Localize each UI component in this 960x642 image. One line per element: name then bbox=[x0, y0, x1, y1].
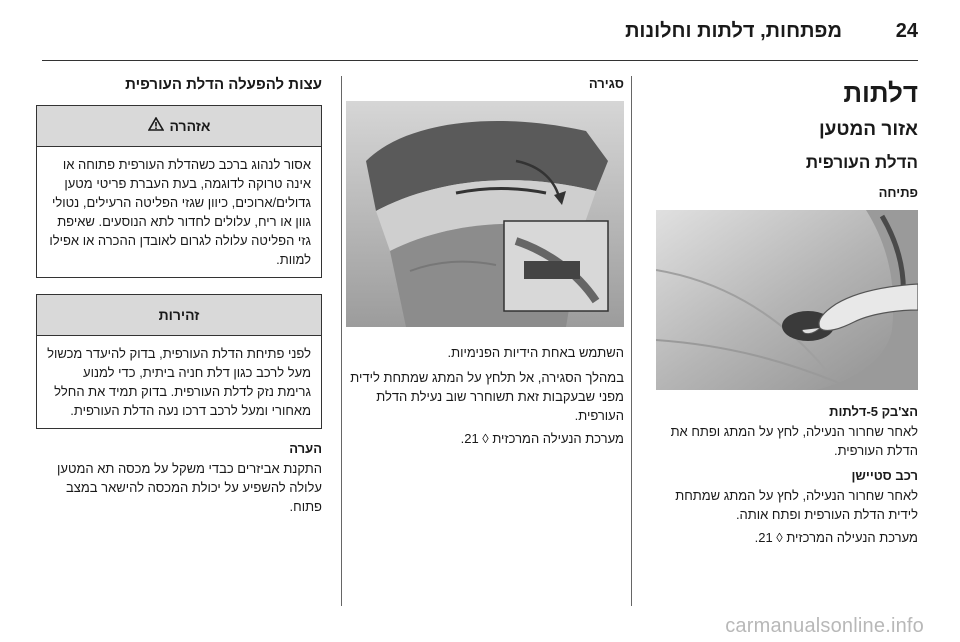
section-title-closing: סגירה bbox=[588, 76, 624, 91]
warning-box bbox=[36, 105, 322, 278]
watermark: carmanualsonline.info bbox=[725, 615, 924, 637]
chapter-title: מפתחות, דלתות וחלונות bbox=[625, 20, 842, 42]
closing-text-handles: השתמש באחת הידיות הפנימיות. bbox=[447, 345, 624, 360]
central-locking-reference-2: מערכת הנעילה המרכזית ◊ 21. bbox=[460, 431, 624, 446]
warning-box-header bbox=[37, 106, 321, 147]
right-column bbox=[656, 76, 918, 547]
warning-title: אזהרה bbox=[169, 118, 211, 134]
subsection-title-cargo: אזור המטען bbox=[818, 119, 918, 140]
page-number: 24 bbox=[895, 20, 918, 42]
middle-column bbox=[338, 76, 624, 448]
closing-text-warning: במהלך הסגירה, אל תלחץ על המתג שמתחת לידית מפני שבעקבות זאת תשוחרר שוב נעילת הדלת העורפית. bbox=[350, 370, 624, 423]
caution-text: לפני פתיחת הדלת העורפית, בדוק להיעדר מכשול מעל לרכב כגון דלת חניה ביתית, כדי למנוע גרימת נזק לדלת העורפית. בדוק תמיד את החלל מאחורי ומעל לרכב דרכו נעה הדלת העורפית. bbox=[47, 346, 311, 418]
tailgate-handle-illustration bbox=[346, 101, 624, 327]
column-divider-right bbox=[631, 76, 632, 606]
warning-triangle-icon bbox=[148, 106, 164, 146]
subsubsection-title-tailgate: הדלת העורפית bbox=[805, 153, 918, 172]
section-title-doors: דלתות bbox=[843, 78, 918, 108]
tailgate-opening-photo bbox=[656, 210, 918, 390]
stationwagon-text: לאחר שחרור הנעילה, לחץ על המתג שמתחת לידית הדלת העורפית ופתח אותה. bbox=[675, 488, 918, 522]
caution-box bbox=[36, 294, 322, 429]
caution-title: זהירות bbox=[158, 307, 200, 323]
note-heading: הערה bbox=[289, 441, 322, 456]
hatchback-text: לאחר שחרור הנעילה, לחץ על המתג ופתח את הדלת העורפית. bbox=[670, 424, 918, 458]
topic-title-opening: פתיחה bbox=[878, 185, 918, 200]
caution-box-header bbox=[37, 295, 321, 336]
header-divider bbox=[42, 60, 918, 61]
hatchback-heading: הצ'בק 5-דלתות bbox=[829, 404, 918, 419]
section-title-tips: עצות להפעלה הדלת העורפית bbox=[125, 76, 322, 93]
column-divider-left bbox=[341, 76, 342, 606]
central-locking-reference: מערכת הנעילה המרכזית ◊ 21. bbox=[754, 530, 918, 545]
note-text: התקנת אביזרים כבדי משקל על מכסה תא המטען עלולה להשפיע על יכולת המכסה להישאר במצב פתוח. bbox=[57, 461, 322, 514]
page-header bbox=[0, 0, 960, 62]
tailgate-closing-photo bbox=[346, 101, 624, 327]
stationwagon-heading: רכב סטיישן bbox=[851, 468, 918, 483]
hand-on-switch-illustration bbox=[656, 210, 918, 390]
warning-text: אסור לנהוג ברכב כשהדלת העורפית פתוחה או אינה טרוקה לדוגמה, בעת העברת פריטי מטען גדולים/ארוכים, כיוון שגזי הפליטה הרעילים, נטולי גוון או ריח, עלולים לחדור לתא הנוסעים. שאיפת גזי הפליטה עלולה לגרום לאובדן ההכרה או אפילו למוות. bbox=[49, 157, 311, 267]
left-column bbox=[36, 76, 322, 516]
